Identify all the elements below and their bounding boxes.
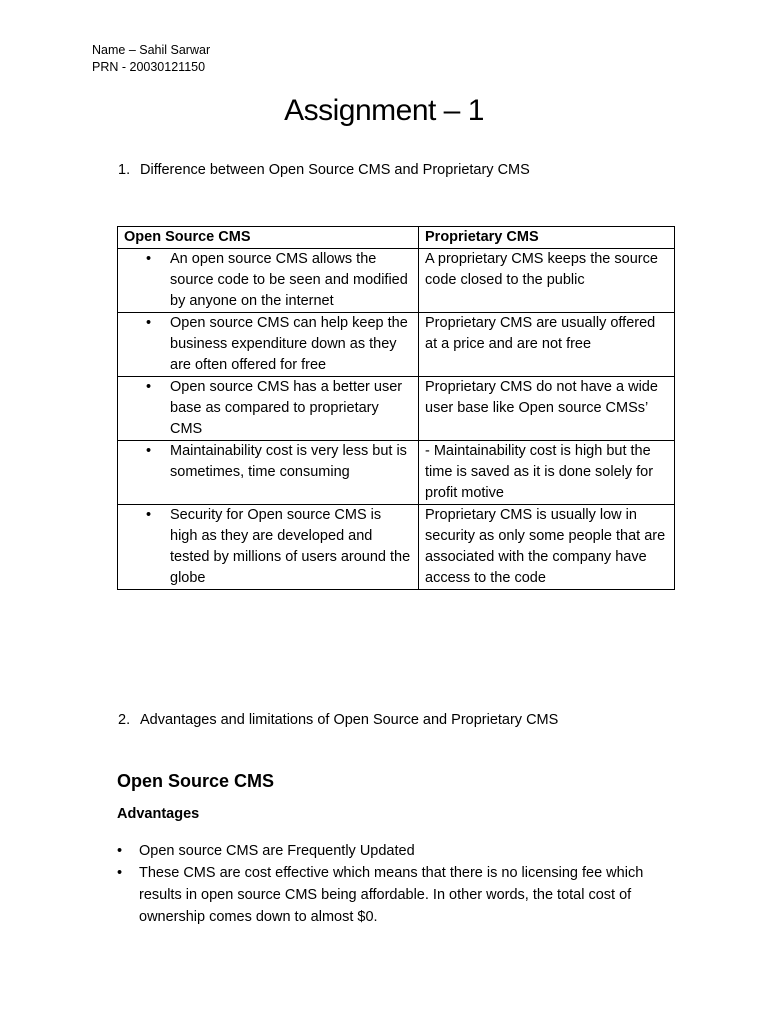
question-2-number: 2. bbox=[118, 712, 131, 728]
table-cell-open-source bbox=[118, 249, 419, 313]
bullet-icon: • bbox=[146, 507, 152, 523]
table-row bbox=[118, 441, 675, 505]
page-title: Assignment – 1 bbox=[284, 94, 484, 127]
cell-text: Open source CMS can help keep the business expenditure down as they are often offered for free bbox=[170, 315, 408, 373]
table-row bbox=[118, 313, 675, 377]
student-info bbox=[92, 42, 210, 76]
question-1-number: 1. bbox=[118, 162, 131, 178]
table-cell-open-source bbox=[118, 441, 419, 505]
list-item bbox=[117, 862, 677, 928]
table-header-row bbox=[118, 227, 675, 249]
section-subheading: Advantages bbox=[117, 806, 200, 822]
cell-text: Security for Open source CMS is high as they are developed and tested by millions of users around the globe bbox=[170, 507, 411, 586]
table-header-proprietary: Proprietary CMS bbox=[419, 227, 675, 249]
bullet-icon: • bbox=[146, 251, 152, 267]
section-heading: Open Source CMS bbox=[117, 771, 275, 791]
table-cell-proprietary: A proprietary CMS keeps the source code closed to the public bbox=[419, 249, 675, 313]
bullet-icon: • bbox=[146, 443, 152, 459]
bullet-icon: • bbox=[117, 865, 123, 881]
cell-text: An open source CMS allows the source code to be seen and modified by anyone on the internet bbox=[170, 251, 408, 309]
table-cell-proprietary: Proprietary CMS are usually offered at a price and are not free bbox=[419, 313, 675, 377]
table-cell-proprietary: - Maintainability cost is high but the time is saved as it is done solely for profit motive bbox=[419, 441, 675, 505]
bullet-icon: • bbox=[146, 315, 152, 331]
question-2-text: Advantages and limitations of Open Source and Proprietary CMS bbox=[140, 712, 559, 728]
table-row bbox=[118, 505, 675, 590]
table-row bbox=[118, 249, 675, 313]
bullet-icon: • bbox=[117, 843, 123, 859]
bullet-icon: • bbox=[146, 379, 152, 395]
list-item-text: Open source CMS are Frequently Updated bbox=[139, 843, 415, 859]
table-cell-open-source bbox=[118, 377, 419, 441]
table-header-open-source: Open Source CMS bbox=[118, 227, 419, 249]
table-cell-proprietary: Proprietary CMS do not have a wide user base like Open source CMSs’ bbox=[419, 377, 675, 441]
comparison-table bbox=[117, 226, 675, 590]
cell-text: Open source CMS has a better user base as compared to proprietary CMS bbox=[170, 379, 403, 437]
student-prn: PRN - 20030121150 bbox=[92, 60, 206, 74]
list-item bbox=[117, 840, 677, 862]
list-item-text: These CMS are cost effective which means that there is no licensing fee which results in open source CMS being affordable. In other words, the total cost of ownership comes down to almost $0. bbox=[139, 865, 644, 925]
question-1-text: Difference between Open Source CMS and Proprietary CMS bbox=[140, 162, 530, 178]
table-row bbox=[118, 377, 675, 441]
table-cell-open-source bbox=[118, 505, 419, 590]
advantages-list bbox=[117, 840, 677, 928]
table-cell-proprietary: Proprietary CMS is usually low in security as only some people that are associated with the company have access to the code bbox=[419, 505, 675, 590]
cell-text: Maintainability cost is very less but is sometimes, time consuming bbox=[170, 443, 407, 480]
table-cell-open-source bbox=[118, 313, 419, 377]
student-name: Name – Sahil Sarwar bbox=[92, 43, 211, 57]
